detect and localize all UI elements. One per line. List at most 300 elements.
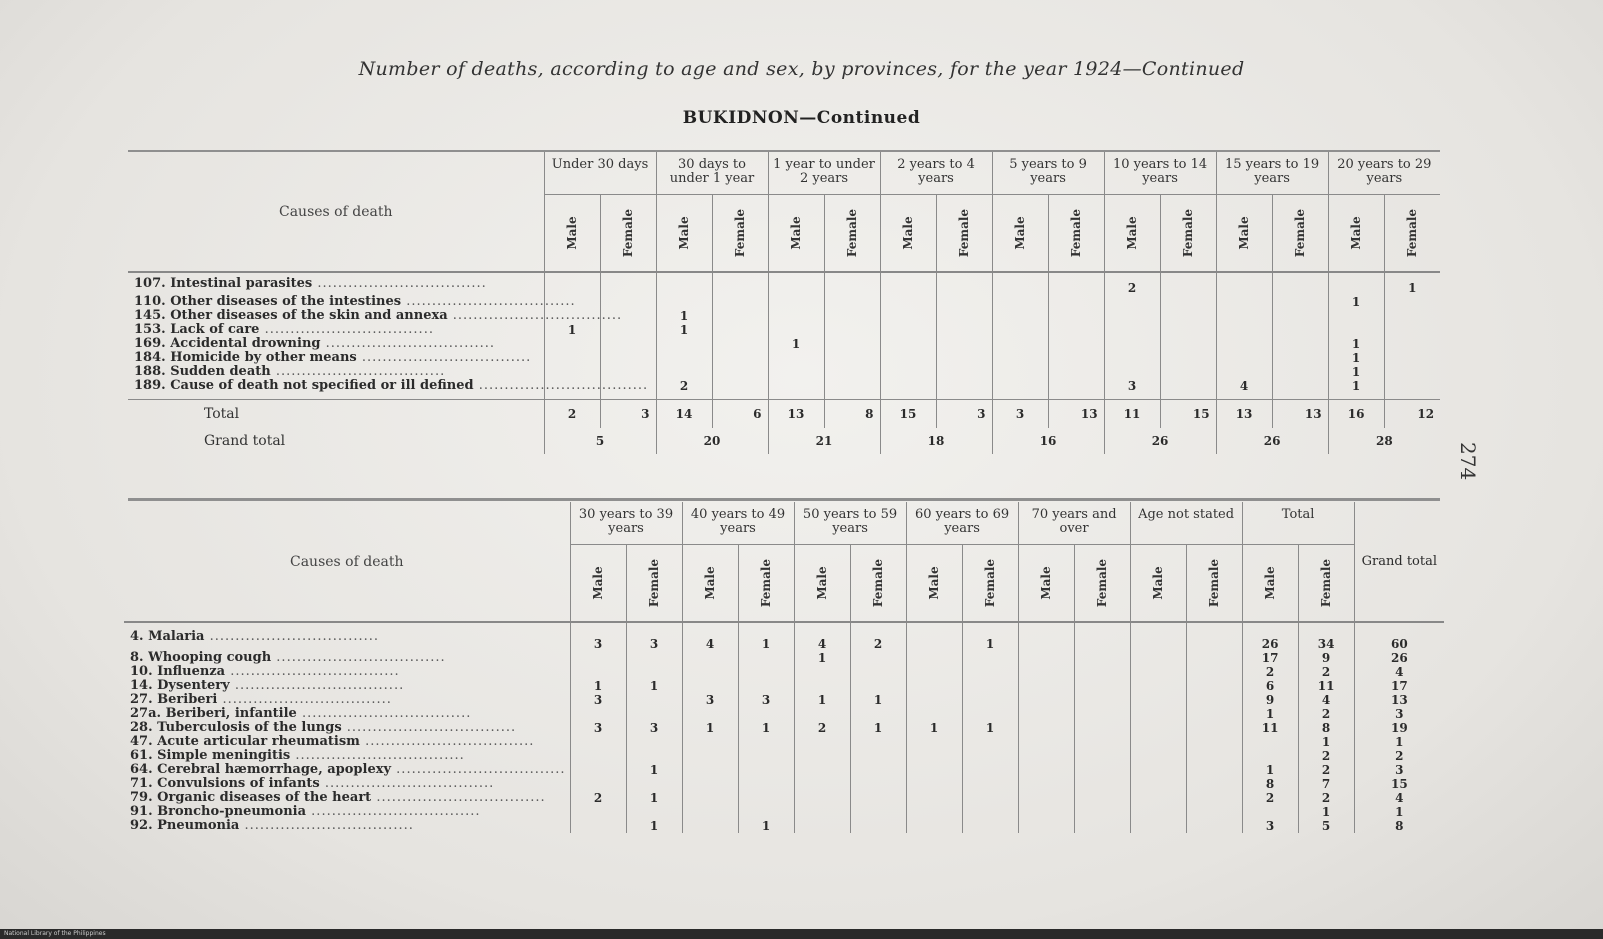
data-cell bbox=[850, 763, 906, 777]
dot-leader: ................................. bbox=[401, 294, 576, 309]
data-cell: 1 bbox=[626, 679, 682, 693]
data-cell: 2 bbox=[1298, 707, 1354, 721]
cause-text: 71. Convulsions of infants bbox=[130, 776, 320, 791]
cause-label bbox=[128, 323, 544, 337]
grand-total-cell: 26 bbox=[1216, 428, 1328, 454]
table-row bbox=[128, 337, 1440, 351]
female-label: Female bbox=[621, 208, 635, 258]
data-cell bbox=[1048, 351, 1104, 365]
female-column-header bbox=[1074, 545, 1130, 623]
data-cell bbox=[962, 735, 1018, 749]
data-cell bbox=[1074, 805, 1130, 819]
data-cell bbox=[600, 295, 656, 309]
total-cell: 3 bbox=[992, 400, 1048, 429]
data-cell bbox=[1130, 707, 1186, 721]
data-cell bbox=[794, 819, 850, 833]
cause-label bbox=[128, 308, 623, 323]
data-cell: 26 bbox=[1354, 651, 1444, 665]
data-cell: 3 bbox=[1354, 707, 1444, 721]
data-cell bbox=[1018, 679, 1074, 693]
data-cell bbox=[880, 351, 936, 365]
data-cell: 1 bbox=[626, 791, 682, 805]
grand-total-cell: 5 bbox=[544, 428, 656, 454]
data-cell bbox=[906, 693, 962, 707]
data-cell: 34 bbox=[1298, 622, 1354, 651]
data-cell bbox=[570, 707, 626, 721]
data-cell bbox=[824, 379, 880, 400]
data-cell bbox=[626, 749, 682, 763]
data-cell bbox=[880, 365, 936, 379]
male-label: Male bbox=[1039, 566, 1054, 600]
female-label: Female bbox=[733, 208, 748, 258]
data-cell bbox=[738, 735, 794, 749]
data-cell bbox=[992, 351, 1048, 365]
dot-leader: ................................. bbox=[319, 776, 495, 791]
data-cell bbox=[936, 379, 992, 400]
grand-total-cell: 20 bbox=[656, 428, 768, 454]
data-cell: 1 bbox=[1328, 379, 1384, 400]
data-cell bbox=[1048, 365, 1104, 379]
data-cell bbox=[1074, 749, 1130, 763]
female-column-header bbox=[962, 545, 1018, 623]
data-cell bbox=[1130, 749, 1186, 763]
data-cell bbox=[850, 679, 906, 693]
data-cell bbox=[570, 777, 626, 791]
male-label: Male bbox=[789, 216, 804, 250]
data-cell bbox=[1018, 749, 1074, 763]
data-cell bbox=[906, 819, 962, 833]
data-cell bbox=[962, 819, 1018, 833]
cause-text: 27. Beriberi bbox=[130, 692, 218, 707]
female-column-header bbox=[1160, 195, 1216, 273]
data-cell bbox=[1272, 379, 1328, 400]
data-cell bbox=[1186, 693, 1242, 707]
cause-text: 64. Cerebral hæmorrhage, apoplexy bbox=[130, 762, 392, 777]
data-cell bbox=[962, 777, 1018, 791]
table-row bbox=[128, 379, 1440, 400]
data-cell bbox=[962, 763, 1018, 777]
data-cell bbox=[936, 323, 992, 337]
data-cell bbox=[712, 309, 768, 323]
data-cell bbox=[570, 763, 626, 777]
data-cell bbox=[1130, 679, 1186, 693]
female-label: Female bbox=[1181, 208, 1196, 258]
table-row bbox=[124, 622, 1444, 651]
data-cell bbox=[768, 295, 824, 309]
data-cell bbox=[992, 272, 1048, 295]
male-column-header bbox=[906, 545, 962, 623]
data-cell bbox=[1160, 365, 1216, 379]
data-cell bbox=[1104, 365, 1160, 379]
data-cell bbox=[850, 777, 906, 791]
data-cell bbox=[768, 379, 824, 400]
data-cell bbox=[1242, 735, 1298, 749]
data-cell bbox=[906, 651, 962, 665]
table-row bbox=[128, 323, 1440, 337]
data-cell: 5 bbox=[1298, 819, 1354, 833]
dot-leader: ................................. bbox=[229, 678, 405, 693]
data-cell bbox=[1130, 763, 1186, 777]
data-cell bbox=[712, 365, 768, 379]
data-cell bbox=[1018, 735, 1074, 749]
data-cell: 1 bbox=[570, 679, 626, 693]
data-cell bbox=[1104, 309, 1160, 323]
data-cell bbox=[1384, 365, 1440, 379]
female-column-header bbox=[1298, 545, 1354, 623]
data-cell bbox=[626, 777, 682, 791]
data-cell: 2 bbox=[1298, 791, 1354, 805]
data-cell: 2 bbox=[850, 622, 906, 651]
data-cell bbox=[544, 365, 600, 379]
data-cell: 2 bbox=[1242, 665, 1298, 679]
data-cell: 1 bbox=[1354, 805, 1444, 819]
male-label: Male bbox=[901, 216, 916, 250]
dot-leader: ................................. bbox=[359, 734, 535, 749]
table-row bbox=[124, 707, 1444, 721]
data-cell: 2 bbox=[1104, 272, 1160, 295]
data-cell bbox=[544, 337, 600, 351]
data-cell bbox=[906, 791, 962, 805]
data-cell: 1 bbox=[656, 309, 712, 323]
cause-text: 91. Broncho-pneumonia bbox=[130, 804, 307, 819]
table-row bbox=[124, 749, 1444, 763]
data-cell bbox=[1186, 721, 1242, 735]
data-cell bbox=[1216, 365, 1272, 379]
data-cell bbox=[936, 272, 992, 295]
data-cell: 4 bbox=[1216, 379, 1272, 400]
data-cell: 9 bbox=[1298, 651, 1354, 665]
data-cell: 1 bbox=[850, 721, 906, 735]
grand-total-row bbox=[128, 428, 1440, 454]
data-cell bbox=[544, 351, 600, 365]
data-cell bbox=[1242, 805, 1298, 819]
data-cell bbox=[906, 622, 962, 651]
male-column-header bbox=[682, 545, 738, 623]
cause-label bbox=[124, 791, 570, 805]
total-row bbox=[128, 400, 1440, 429]
data-cell bbox=[1018, 622, 1074, 651]
data-cell: 1 bbox=[1298, 735, 1354, 749]
data-cell: 2 bbox=[1298, 763, 1354, 777]
data-cell bbox=[600, 365, 656, 379]
data-cell bbox=[1048, 272, 1104, 295]
data-cell: 2 bbox=[656, 379, 712, 400]
data-cell bbox=[962, 651, 1018, 665]
data-cell bbox=[906, 763, 962, 777]
cause-text: 10. Influenza bbox=[130, 664, 226, 679]
data-cell: 1 bbox=[1242, 763, 1298, 777]
data-cell bbox=[1186, 651, 1242, 665]
data-cell bbox=[1186, 763, 1242, 777]
data-cell bbox=[768, 272, 824, 295]
data-cell bbox=[1074, 819, 1130, 833]
male-label: Male bbox=[927, 566, 942, 600]
age-group-header: 30 years to 39 years bbox=[570, 502, 682, 545]
age-group-header: 30 days to under 1 year bbox=[656, 152, 768, 195]
data-cell: 1 bbox=[738, 721, 794, 735]
data-cell bbox=[1160, 351, 1216, 365]
male-label: Male bbox=[1263, 566, 1278, 600]
data-cell bbox=[906, 805, 962, 819]
grand-total-cell: 26 bbox=[1104, 428, 1216, 454]
data-cell: 1 bbox=[850, 693, 906, 707]
data-cell bbox=[992, 295, 1048, 309]
data-cell bbox=[626, 693, 682, 707]
female-column-header bbox=[1384, 195, 1440, 273]
male-column-header bbox=[768, 195, 824, 273]
male-column-header bbox=[880, 195, 936, 273]
data-cell: 1 bbox=[544, 323, 600, 337]
data-cell bbox=[1048, 309, 1104, 323]
data-cell bbox=[682, 665, 738, 679]
data-cell: 1 bbox=[656, 323, 712, 337]
data-cell bbox=[1074, 777, 1130, 791]
data-cell: 4 bbox=[1298, 693, 1354, 707]
data-cell: 4 bbox=[1354, 791, 1444, 805]
data-cell bbox=[850, 665, 906, 679]
data-cell bbox=[794, 763, 850, 777]
cause-label bbox=[124, 665, 570, 679]
female-label: Female bbox=[759, 558, 774, 608]
data-cell bbox=[992, 337, 1048, 351]
causes-of-death-header: Causes of death bbox=[128, 152, 544, 272]
data-cell bbox=[936, 365, 992, 379]
data-cell bbox=[1048, 295, 1104, 309]
data-cell bbox=[962, 749, 1018, 763]
data-cell bbox=[656, 295, 712, 309]
table-row bbox=[124, 721, 1444, 735]
data-cell bbox=[712, 323, 768, 337]
cause-label bbox=[124, 749, 570, 763]
table-ages-under-30 bbox=[128, 152, 1440, 454]
data-cell bbox=[1018, 805, 1074, 819]
male-column-header bbox=[1018, 545, 1074, 623]
data-cell: 26 bbox=[1242, 622, 1298, 651]
data-cell: 3 bbox=[1104, 379, 1160, 400]
data-cell bbox=[906, 735, 962, 749]
data-cell: 2 bbox=[1298, 665, 1354, 679]
data-cell bbox=[1130, 651, 1186, 665]
data-cell bbox=[682, 679, 738, 693]
data-cell bbox=[1104, 337, 1160, 351]
data-cell: 19 bbox=[1354, 721, 1444, 735]
data-cell: 7 bbox=[1298, 777, 1354, 791]
table-row bbox=[124, 805, 1444, 819]
data-cell: 11 bbox=[1298, 679, 1354, 693]
data-cell bbox=[738, 805, 794, 819]
data-cell bbox=[1048, 379, 1104, 400]
data-cell bbox=[1048, 337, 1104, 351]
data-cell bbox=[682, 651, 738, 665]
data-cell bbox=[880, 309, 936, 323]
data-cell bbox=[738, 651, 794, 665]
data-cell: 3 bbox=[1354, 763, 1444, 777]
dot-leader: ................................. bbox=[225, 664, 400, 679]
data-cell bbox=[682, 749, 738, 763]
dot-leader: ................................. bbox=[391, 762, 566, 777]
data-cell bbox=[600, 351, 656, 365]
data-cell bbox=[1104, 295, 1160, 309]
data-cell bbox=[992, 323, 1048, 337]
data-cell: 2 bbox=[1298, 749, 1354, 763]
female-label: Female bbox=[1207, 558, 1222, 608]
cause-label bbox=[124, 777, 570, 791]
age-group-header: Total bbox=[1242, 502, 1354, 545]
data-cell bbox=[1160, 323, 1216, 337]
cause-label bbox=[128, 365, 544, 379]
data-cell: 1 bbox=[1242, 707, 1298, 721]
female-column-header bbox=[850, 545, 906, 623]
cause-text: 92. Pneumonia bbox=[130, 818, 240, 833]
data-cell: 2 bbox=[570, 791, 626, 805]
data-cell bbox=[1384, 379, 1440, 400]
cause-text: 79. Organic diseases of the heart bbox=[130, 790, 372, 805]
data-cell: 13 bbox=[1354, 693, 1444, 707]
age-group-header: 20 years to 29 years bbox=[1328, 152, 1440, 195]
data-cell: 3 bbox=[1242, 819, 1298, 833]
cause-text: 184. Homicide by other means bbox=[134, 350, 357, 365]
data-cell bbox=[738, 791, 794, 805]
data-cell bbox=[850, 791, 906, 805]
data-cell bbox=[682, 819, 738, 833]
age-group-header: 50 years to 59 years bbox=[794, 502, 906, 545]
data-cell bbox=[824, 295, 880, 309]
male-label: Male bbox=[815, 566, 830, 600]
data-cell bbox=[1074, 693, 1130, 707]
data-cell bbox=[1186, 622, 1242, 651]
dot-leader: ................................. bbox=[371, 790, 546, 805]
data-cell bbox=[738, 707, 794, 721]
cause-text: 47. Acute articular rheumatism bbox=[130, 734, 360, 749]
data-cell bbox=[1384, 309, 1440, 323]
data-cell bbox=[1272, 309, 1328, 323]
data-cell bbox=[936, 337, 992, 351]
data-cell bbox=[1186, 819, 1242, 833]
data-cell: 8 bbox=[1298, 721, 1354, 735]
data-cell bbox=[626, 665, 682, 679]
age-group-header: Under 30 days bbox=[544, 152, 656, 195]
data-cell: 4 bbox=[794, 622, 850, 651]
age-group-header: 60 years to 69 years bbox=[906, 502, 1018, 545]
data-cell: 8 bbox=[1242, 777, 1298, 791]
data-cell bbox=[1160, 272, 1216, 295]
age-group-header: 15 years to 19 years bbox=[1216, 152, 1328, 195]
cause-label bbox=[124, 763, 570, 777]
data-cell bbox=[1130, 735, 1186, 749]
data-cell bbox=[1216, 295, 1272, 309]
cause-label bbox=[128, 378, 649, 400]
male-label: Male bbox=[1237, 216, 1252, 250]
data-cell bbox=[1130, 665, 1186, 679]
table-row bbox=[124, 735, 1444, 749]
data-cell bbox=[794, 805, 850, 819]
data-cell bbox=[738, 777, 794, 791]
data-cell bbox=[794, 707, 850, 721]
data-cell bbox=[1186, 707, 1242, 721]
footer-credit: National Library of the Philippines bbox=[0, 929, 1603, 939]
data-cell: 1 bbox=[962, 721, 1018, 735]
data-cell bbox=[850, 819, 906, 833]
data-cell bbox=[850, 749, 906, 763]
data-cell bbox=[1130, 805, 1186, 819]
cause-label bbox=[124, 819, 570, 833]
female-column-header bbox=[626, 545, 682, 623]
data-cell bbox=[1186, 679, 1242, 693]
data-cell bbox=[1018, 707, 1074, 721]
data-cell bbox=[1384, 323, 1440, 337]
data-cell bbox=[682, 805, 738, 819]
male-column-header bbox=[992, 195, 1048, 273]
total-cell: 13 bbox=[1048, 400, 1104, 429]
age-group-header: 2 years to 4 years bbox=[880, 152, 992, 195]
table-row bbox=[128, 272, 1440, 295]
data-cell bbox=[824, 365, 880, 379]
data-cell bbox=[794, 665, 850, 679]
age-group-header: 5 years to 9 years bbox=[992, 152, 1104, 195]
data-cell bbox=[1328, 323, 1384, 337]
female-column-header bbox=[738, 545, 794, 623]
data-cell bbox=[1130, 819, 1186, 833]
province-subtitle: BUKIDNON—Continued bbox=[682, 108, 921, 128]
data-cell bbox=[962, 805, 1018, 819]
data-cell: 1 bbox=[1328, 365, 1384, 379]
data-cell bbox=[824, 272, 880, 295]
female-label: Female bbox=[983, 558, 998, 608]
male-column-header bbox=[1328, 195, 1384, 273]
dot-leader: ................................. bbox=[259, 322, 434, 337]
data-cell bbox=[1384, 351, 1440, 365]
data-cell bbox=[1104, 351, 1160, 365]
female-label: Female bbox=[871, 558, 886, 608]
data-cell bbox=[656, 365, 712, 379]
data-cell bbox=[1074, 791, 1130, 805]
grand-total-label: Grand total bbox=[204, 433, 286, 449]
data-cell bbox=[600, 272, 656, 295]
grand-total-cell: 16 bbox=[992, 428, 1104, 454]
cause-label bbox=[128, 294, 576, 309]
data-cell bbox=[794, 777, 850, 791]
data-cell bbox=[1186, 665, 1242, 679]
grand-total-cell: 18 bbox=[880, 428, 992, 454]
data-cell bbox=[992, 365, 1048, 379]
data-cell bbox=[906, 707, 962, 721]
male-column-header bbox=[1242, 545, 1298, 623]
total-cell: 12 bbox=[1384, 400, 1440, 429]
data-cell bbox=[1130, 777, 1186, 791]
cause-text: 107. Intestinal parasites bbox=[134, 276, 313, 291]
data-cell bbox=[962, 707, 1018, 721]
data-cell bbox=[1130, 693, 1186, 707]
data-cell bbox=[1018, 763, 1074, 777]
data-cell: 2 bbox=[1242, 791, 1298, 805]
data-cell: 3 bbox=[626, 721, 682, 735]
data-cell: 1 bbox=[626, 819, 682, 833]
data-cell bbox=[1160, 379, 1216, 400]
total-cell: 13 bbox=[768, 400, 824, 429]
data-cell bbox=[1018, 777, 1074, 791]
data-cell bbox=[1384, 337, 1440, 351]
data-cell bbox=[880, 323, 936, 337]
male-label: Male bbox=[1349, 216, 1364, 250]
data-cell bbox=[1130, 721, 1186, 735]
data-cell bbox=[824, 309, 880, 323]
data-cell bbox=[626, 651, 682, 665]
female-label: Female bbox=[1319, 558, 1334, 608]
male-column-header bbox=[1216, 195, 1272, 273]
total-cell: 13 bbox=[1216, 400, 1272, 429]
male-label: Male bbox=[677, 216, 692, 250]
data-cell bbox=[656, 351, 712, 365]
